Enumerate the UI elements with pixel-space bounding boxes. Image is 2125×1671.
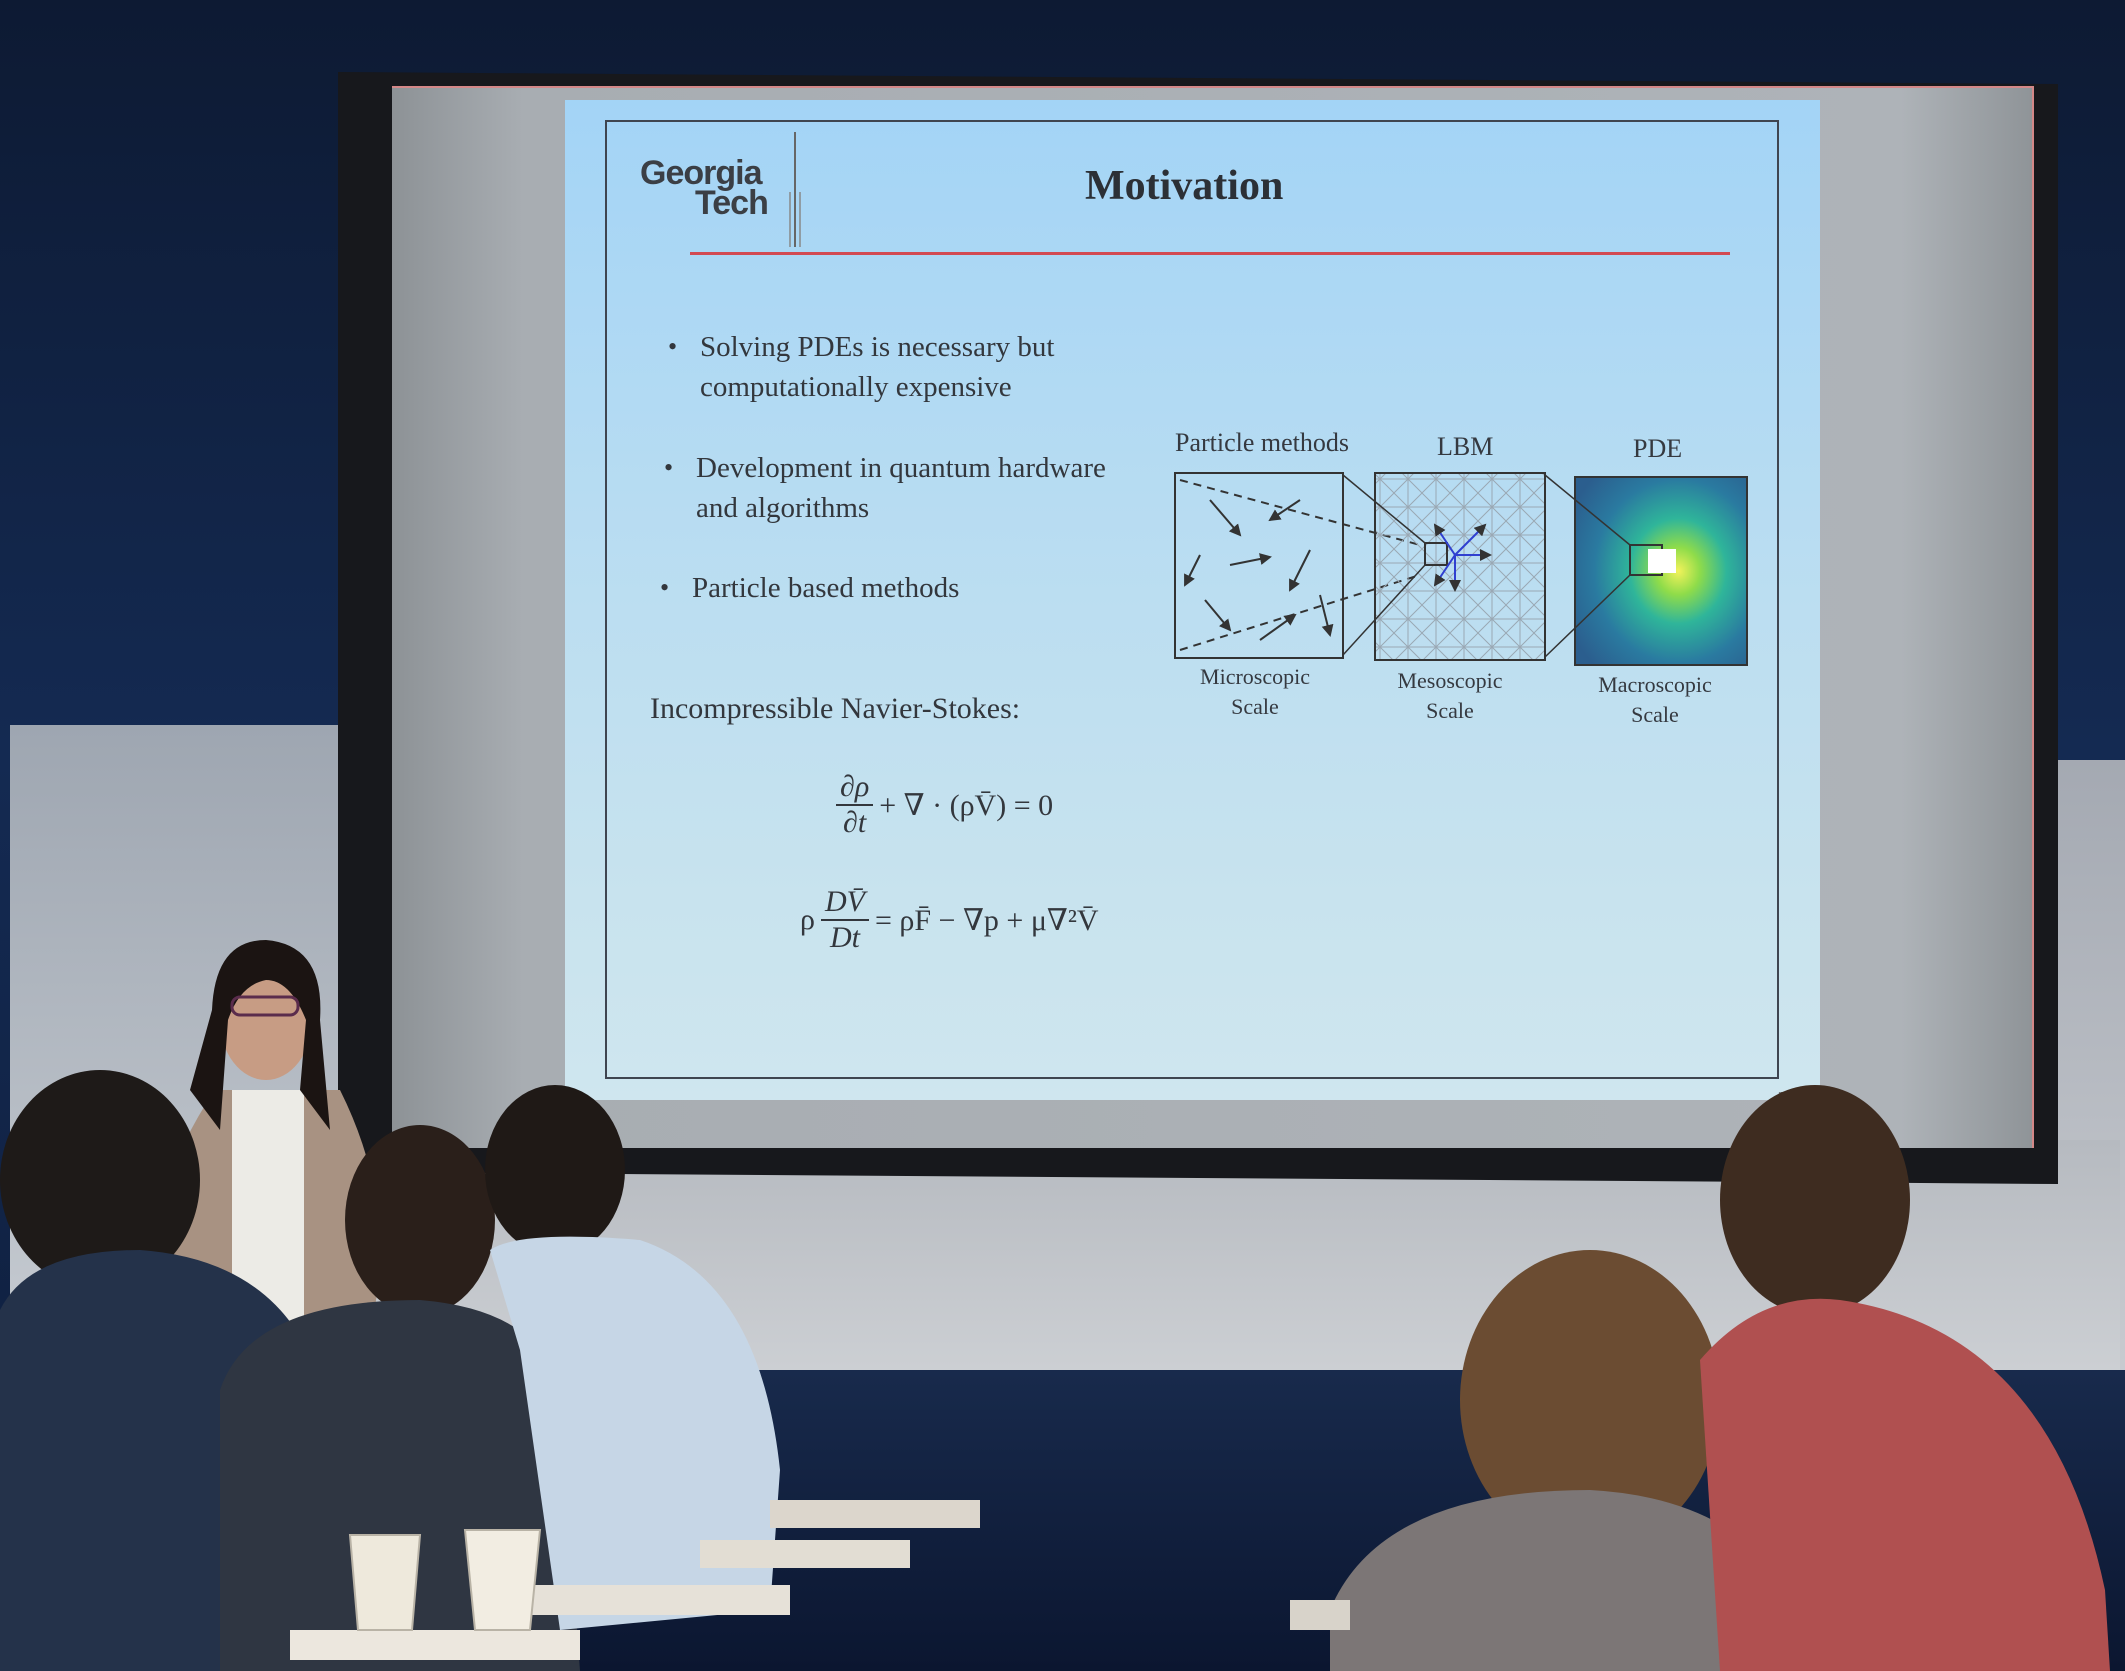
logo-line1: Georgia (640, 154, 762, 192)
navier-stokes-label: Incompressible Navier-Stokes: (650, 692, 1021, 725)
fraction (836, 770, 873, 840)
audience-scene (0, 930, 2125, 1671)
bullet-item: • Development in quantum hardware and algorithms (696, 448, 1156, 528)
mesoscopic-scale-label (1385, 666, 1515, 726)
bullet-line: Particle based methods (692, 572, 960, 604)
multiscale-figure (1170, 465, 1760, 670)
pde-label: PDE (1633, 434, 1683, 463)
equation-rest: = ρF̄ − ∇p + μ∇²V̄ (874, 903, 1099, 937)
bullet-line: and algorithms (696, 492, 870, 524)
bullet-item: • Solving PDEs is necessary but computationally expensive (700, 327, 1120, 407)
logo-line2: Tech (695, 184, 768, 222)
particle-methods-label: Particle methods (1175, 428, 1350, 457)
continuity-equation (830, 770, 1053, 840)
scale-line: Mesoscopic (1397, 668, 1503, 693)
bullet-item: • Particle based methods (692, 568, 1112, 608)
bullet-line: Development in quantum hardware (696, 452, 1106, 484)
slide-title: Motivation (1085, 163, 1284, 209)
georgia-tech-logo (640, 154, 768, 222)
fraction-denominator: ∂t (843, 806, 867, 839)
macroscopic-flow-field (1545, 475, 1747, 665)
scale-line: Scale (1631, 702, 1679, 727)
bullet-line: Solving PDEs is necessary but (700, 331, 1055, 363)
fraction-numerator: ∂ρ (836, 770, 873, 806)
microscopic-scale-label (1190, 662, 1320, 722)
tech-tower-icon (785, 132, 805, 247)
scale-line: Macroscopic (1598, 672, 1712, 697)
equation-lead: ρ (800, 903, 815, 936)
scale-line: Microscopic (1200, 664, 1310, 689)
title-rule (690, 252, 1730, 255)
scale-line: Scale (1231, 694, 1279, 719)
equation-rest: + ∇ · (ρV̄) = 0 (879, 788, 1054, 822)
bullet-line: computationally expensive (700, 371, 1012, 403)
fraction-numerator: DV̄ (821, 885, 869, 921)
scale-line: Scale (1426, 698, 1474, 723)
mesoscopic-lattice (1343, 473, 1545, 660)
lbm-label: LBM (1437, 432, 1494, 461)
macroscopic-scale-label (1590, 670, 1720, 730)
fraction-denominator: Dt (829, 921, 860, 954)
